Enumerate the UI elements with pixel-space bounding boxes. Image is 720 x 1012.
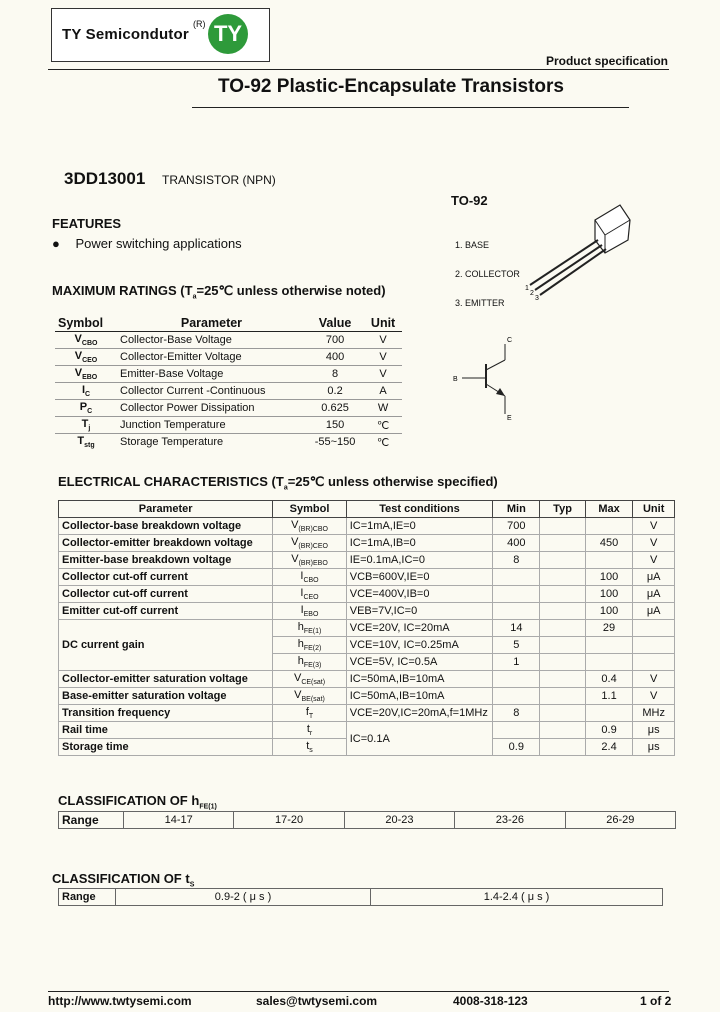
footer-page-number: 1 of 2: [640, 994, 672, 1008]
max-rating-row: [55, 349, 402, 366]
ts-range-value: 1.4-2.4 ( μ s ): [371, 889, 663, 906]
rating-unit: V: [364, 332, 402, 349]
ec-min: [493, 603, 540, 620]
ec-parameter: Storage time: [59, 739, 273, 756]
part-number: 3DD13001: [64, 169, 146, 188]
ec-parameter: Base-emitter saturation voltage: [59, 688, 273, 705]
ec-symbol: $I_{CBO}$: [273, 569, 346, 586]
ec-max: 450: [585, 535, 633, 552]
npn-schematic-symbol: [450, 332, 520, 424]
electrical-row: [59, 722, 675, 739]
rating-symbol: $P_C$: [55, 400, 117, 417]
rating-value: 8: [306, 366, 364, 383]
ec-typ: [540, 688, 585, 705]
ec-unit: V: [633, 535, 675, 552]
pin-collector-label: 2. COLLECTOR: [455, 269, 520, 279]
ec-header-max: Max: [585, 501, 633, 518]
pin-3-label: 3: [535, 295, 539, 302]
feature-text: Power switching applications: [75, 236, 242, 251]
ec-unit: V: [633, 518, 675, 535]
rating-symbol: $V_{EBO}$: [55, 366, 117, 383]
ec-min: 8: [493, 705, 540, 722]
electrical-row: [59, 552, 675, 569]
brand-logo: TY: [208, 14, 248, 54]
brand-name: TY Semicondutor: [62, 26, 189, 43]
max-rating-row: [55, 400, 402, 417]
classification-ts-heading: CLASSIFICATION OF $t_S$: [52, 871, 195, 889]
ec-unit: μA: [633, 603, 675, 620]
ec-unit: μs: [633, 722, 675, 739]
ec-min: 400: [493, 535, 540, 552]
ec-parameter: Collector cut-off current: [59, 569, 273, 586]
ec-min: [493, 688, 540, 705]
electrical-row: [59, 688, 675, 705]
ec-symbol: $V_{(BR)EBO}$: [273, 552, 346, 569]
ec-conditions: VEB=7V,IC=0: [346, 603, 493, 620]
rating-unit: ℃: [364, 417, 402, 434]
ec-conditions: VCE=10V, IC=0.25mA: [346, 637, 493, 654]
ec-conditions: VCE=20V, IC=20mA: [346, 620, 493, 637]
ec-unit: μA: [633, 569, 675, 586]
ec-symbol: $h_{FE(2)}$: [273, 637, 346, 654]
ec-conditions: IC=0.1A: [346, 722, 493, 756]
hfe-range-value: 17-20: [234, 812, 344, 829]
rating-unit: A: [364, 383, 402, 400]
ec-conditions: VCE=400V,IB=0: [346, 586, 493, 603]
ec-conditions: IC=50mA,IB=10mA: [346, 688, 493, 705]
rating-parameter: Collector-Base Voltage: [117, 332, 306, 349]
ec-min: [493, 722, 540, 739]
rating-unit: V: [364, 349, 402, 366]
max-rating-row: [55, 383, 402, 400]
ec-max: 1.1: [585, 688, 633, 705]
ec-unit: V: [633, 552, 675, 569]
ec-parameter: DC current gain: [59, 620, 273, 671]
rating-parameter: Collector Power Dissipation: [117, 400, 306, 417]
ec-typ: [540, 671, 585, 688]
ec-parameter: Collector-base breakdown voltage: [59, 518, 273, 535]
ec-unit: [633, 637, 675, 654]
ec-parameter: Transition frequency: [59, 705, 273, 722]
ec-symbol: $I_{EBO}$: [273, 603, 346, 620]
ec-symbol: $t_r$: [273, 722, 346, 739]
ec-parameter: Rail time: [59, 722, 273, 739]
hfe-range-value: 14-17: [124, 812, 234, 829]
ec-max: 0.9: [585, 722, 633, 739]
ec-typ: [540, 722, 585, 739]
max-ratings-heading: MAXIMUM RATINGS ($T_a=25℃$ unless otherwise noted): [52, 283, 386, 301]
pin-emitter-label: 3. EMITTER: [455, 298, 505, 308]
footer-website[interactable]: http://www.twtysemi.com: [48, 994, 192, 1008]
rating-unit: V: [364, 366, 402, 383]
ec-parameter: Collector-emitter breakdown voltage: [59, 535, 273, 552]
ec-conditions: IE=0.1mA,IC=0: [346, 552, 493, 569]
footer-phone: 4008-318-123: [453, 994, 528, 1008]
rating-symbol: $T_j$: [55, 417, 117, 434]
ec-typ: [540, 705, 585, 722]
ec-symbol: $h_{FE(3)}$: [273, 654, 346, 671]
footer-rule: [48, 991, 669, 992]
header-rule: [48, 69, 669, 70]
ec-min: 700: [493, 518, 540, 535]
ec-unit: μA: [633, 586, 675, 603]
pin-2-label: 2: [530, 290, 534, 297]
rating-parameter: Collector-Emitter Voltage: [117, 349, 306, 366]
page-title: TO-92 Plastic-Encapsulate Transistors: [217, 76, 564, 97]
ec-symbol: $V_{(BR)CBO}$: [273, 518, 346, 535]
ec-typ: [540, 620, 585, 637]
rating-parameter: Junction Temperature: [117, 417, 306, 434]
ts-range-value: 0.9-2 ( μ s ): [116, 889, 371, 906]
max-ratings-table: [55, 315, 402, 450]
ec-conditions: IC=1mA,IE=0: [346, 518, 493, 535]
classification-hfe-heading: CLASSIFICATION OF $h_{FE(1)}$: [58, 793, 217, 811]
package-name: TO-92: [451, 193, 488, 208]
ec-typ: [540, 654, 585, 671]
ec-max: [585, 552, 633, 569]
ts-range-label: Range: [59, 889, 116, 906]
col-header-parameter: Parameter: [117, 315, 306, 332]
rating-value: 400: [306, 349, 364, 366]
part-description: TRANSISTOR (NPN): [162, 173, 276, 187]
ec-conditions: VCB=600V,IE=0: [346, 569, 493, 586]
rating-parameter: Collector Current -Continuous: [117, 383, 306, 400]
rating-value: 150: [306, 417, 364, 434]
col-header-unit: Unit: [364, 315, 402, 332]
ec-min: 5: [493, 637, 540, 654]
ec-symbol: $h_{FE(1)}$: [273, 620, 346, 637]
max-rating-row: [55, 332, 402, 349]
hfe-range-value: 20-23: [344, 812, 454, 829]
ts-classification-table: [58, 888, 663, 906]
ec-conditions: IC=1mA,IB=0: [346, 535, 493, 552]
ec-header-min: Min: [493, 501, 540, 518]
rating-unit: W: [364, 400, 402, 417]
ec-parameter: Emitter cut-off current: [59, 603, 273, 620]
ec-conditions: VCE=20V,IC=20mA,f=1MHz: [346, 705, 493, 722]
rating-symbol: $V_{CEO}$: [55, 349, 117, 366]
ec-max: 100: [585, 569, 633, 586]
max-rating-row: [55, 366, 402, 383]
ec-unit: V: [633, 688, 675, 705]
electrical-row: [59, 569, 675, 586]
ec-max: [585, 705, 633, 722]
rating-value: 0.2: [306, 383, 364, 400]
ec-symbol: $t_s$: [273, 739, 346, 756]
ec-conditions: VCE=5V, IC=0.5A: [346, 654, 493, 671]
ec-typ: [540, 739, 585, 756]
ec-symbol: $V_{BE(sat)}$: [273, 688, 346, 705]
hfe-range-value: 23-26: [455, 812, 565, 829]
col-header-symbol: Symbol: [55, 315, 117, 332]
ec-min: 1: [493, 654, 540, 671]
ec-typ: [540, 569, 585, 586]
ec-symbol: $f_T$: [273, 705, 346, 722]
electrical-row: [59, 620, 675, 637]
ec-max: 100: [585, 586, 633, 603]
rating-symbol: $I_C$: [55, 383, 117, 400]
electrical-row: [59, 518, 675, 535]
rating-value: 0.625: [306, 400, 364, 417]
ec-max: 29: [585, 620, 633, 637]
ec-header-conditions: Test conditions: [346, 501, 493, 518]
ec-symbol: $V_{(BR)CEO}$: [273, 535, 346, 552]
emitter-pin-label: E: [507, 415, 512, 422]
ec-symbol: $I_{CEO}$: [273, 586, 346, 603]
hfe-range-label: Range: [59, 812, 124, 829]
ec-min: 8: [493, 552, 540, 569]
electrical-heading: ELECTRICAL CHARACTERISTICS ($T_a=25℃$ unless otherwise specified): [58, 474, 498, 492]
ec-min: [493, 569, 540, 586]
ec-max: [585, 637, 633, 654]
registered-mark: (R): [193, 19, 206, 29]
ec-max: 0.4: [585, 671, 633, 688]
pin-1-label: 1: [525, 285, 529, 292]
ec-max: [585, 654, 633, 671]
electrical-row: [59, 705, 675, 722]
to92-package-drawing: [520, 195, 640, 305]
electrical-table: [58, 500, 675, 756]
ec-unit: [633, 654, 675, 671]
electrical-row: [59, 535, 675, 552]
ec-typ: [540, 535, 585, 552]
ec-max: [585, 518, 633, 535]
ec-symbol: $V_{CE(sat)}$: [273, 671, 346, 688]
electrical-row: [59, 671, 675, 688]
pin-base-label: 1. BASE: [455, 240, 490, 250]
ec-header-typ: Typ: [540, 501, 585, 518]
ec-max: 100: [585, 603, 633, 620]
electrical-row: [59, 586, 675, 603]
ec-min: 14: [493, 620, 540, 637]
title-rule: [192, 107, 629, 108]
ec-header-parameter: Parameter: [59, 501, 273, 518]
ec-conditions: IC=50mA,IB=10mA: [346, 671, 493, 688]
ec-parameter: Collector cut-off current: [59, 586, 273, 603]
bullet-icon: ●: [52, 236, 60, 251]
footer-email[interactable]: sales@twtysemi.com: [256, 994, 378, 1008]
hfe-range-value: 26-29: [565, 812, 675, 829]
features-heading: FEATURES: [52, 216, 122, 231]
ec-typ: [540, 518, 585, 535]
ec-unit: μs: [633, 739, 675, 756]
ec-header-unit: Unit: [633, 501, 675, 518]
ec-unit: MHz: [633, 705, 675, 722]
col-header-value: Value: [306, 315, 364, 332]
hfe-classification-table: [58, 811, 676, 829]
rating-value: -55~150: [306, 434, 364, 451]
ec-typ: [540, 603, 585, 620]
rating-symbol: $V_{CBO}$: [55, 332, 117, 349]
product-spec-label: Product specification: [545, 54, 668, 68]
ec-min: 0.9: [493, 739, 540, 756]
ec-unit: V: [633, 671, 675, 688]
ec-typ: [540, 586, 585, 603]
ec-parameter: Emitter-base breakdown voltage: [59, 552, 273, 569]
ec-max: 2.4: [585, 739, 633, 756]
ec-parameter: Collector-emitter saturation voltage: [59, 671, 273, 688]
ec-unit: [633, 620, 675, 637]
rating-parameter: Emitter-Base Voltage: [117, 366, 306, 383]
ec-typ: [540, 552, 585, 569]
rating-value: 700: [306, 332, 364, 349]
collector-pin-label: C: [507, 337, 513, 344]
rating-unit: ℃: [364, 434, 402, 451]
ec-min: [493, 671, 540, 688]
electrical-row: [59, 603, 675, 620]
feature-item: [52, 236, 242, 251]
max-rating-row: [55, 434, 402, 451]
ec-header-symbol: Symbol: [273, 501, 346, 518]
rating-symbol: $T_{stg}$: [55, 434, 117, 451]
rating-parameter: Storage Temperature: [117, 434, 306, 451]
ec-typ: [540, 637, 585, 654]
base-pin-label: B: [453, 376, 458, 383]
max-rating-row: [55, 417, 402, 434]
ec-min: [493, 586, 540, 603]
